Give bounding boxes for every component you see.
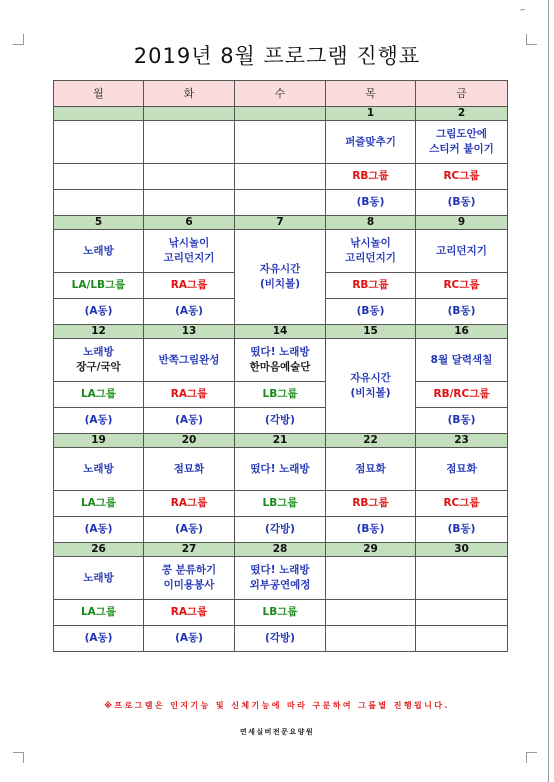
activity-text: 점묘화 bbox=[446, 462, 477, 475]
page-edge bbox=[548, 0, 549, 782]
activity-text: 반쪽그림완성 bbox=[158, 353, 220, 366]
group-cell bbox=[54, 600, 144, 626]
activity-cell bbox=[54, 339, 144, 382]
activity-text: 콩 분류하기 이미용봉사 bbox=[161, 564, 217, 591]
date-cell: 23 bbox=[416, 434, 508, 448]
activity-line: 한마음예술단 bbox=[249, 361, 311, 373]
building-cell bbox=[54, 517, 144, 543]
building-cell bbox=[144, 517, 235, 543]
building-text: (A동) bbox=[84, 523, 113, 535]
weekday-header: 화 bbox=[144, 81, 235, 107]
activity-line: 떴다! 노래방 bbox=[250, 346, 310, 358]
weekday-header: 월 bbox=[54, 81, 144, 107]
crop-mark bbox=[526, 752, 537, 763]
group-cell bbox=[235, 600, 326, 626]
window-mark: ⌐ bbox=[520, 6, 526, 14]
activity-cell bbox=[144, 557, 235, 600]
group-cell bbox=[326, 273, 416, 299]
date-cell: 5 bbox=[54, 216, 144, 230]
group-text: RA그룹 bbox=[170, 606, 208, 618]
group-cell bbox=[54, 164, 144, 190]
building-text: (B동) bbox=[356, 305, 385, 317]
building-cell bbox=[54, 190, 144, 216]
group-text: RA그룹 bbox=[170, 497, 208, 509]
date-cell: 26 bbox=[54, 543, 144, 557]
activity-text: 고리던지기 bbox=[436, 244, 487, 257]
activity-cell bbox=[326, 121, 416, 164]
activity-cell bbox=[235, 121, 326, 164]
date-cell: 29 bbox=[326, 543, 416, 557]
building-cell bbox=[416, 190, 508, 216]
activity-cell bbox=[235, 230, 326, 325]
group-cell bbox=[144, 382, 235, 408]
activity-cell bbox=[416, 121, 508, 164]
date-cell bbox=[54, 107, 144, 121]
activity-cell bbox=[144, 121, 235, 164]
date-cell: 15 bbox=[326, 325, 416, 339]
activity-row bbox=[54, 557, 508, 600]
group-text: LB그룹 bbox=[262, 388, 298, 400]
activity-row bbox=[54, 230, 508, 273]
date-cell: 7 bbox=[235, 216, 326, 230]
activity-text: 떴다! 노래방 외부공연예정 bbox=[249, 564, 311, 591]
organization-name: 연세실버전문요양원 bbox=[239, 728, 315, 736]
page-title: 2019년 8월 프로그램 진행표 bbox=[133, 44, 421, 68]
activity-text: 점묘화 bbox=[173, 462, 205, 475]
activity-text: 8월 달력색칠 bbox=[430, 353, 493, 366]
building-cell bbox=[416, 299, 508, 325]
activity-cell bbox=[235, 448, 326, 491]
group-text: RB그룹 bbox=[352, 170, 389, 182]
activity-cell bbox=[416, 448, 508, 491]
group-cell bbox=[144, 600, 235, 626]
building-cell bbox=[235, 408, 326, 434]
date-cell: 16 bbox=[416, 325, 508, 339]
group-text: RB그룹 bbox=[352, 497, 389, 509]
building-text: (A동) bbox=[84, 632, 113, 644]
date-cell: 20 bbox=[144, 434, 235, 448]
building-text: (A동) bbox=[84, 305, 113, 317]
activity-cell bbox=[144, 448, 235, 491]
building-cell bbox=[235, 517, 326, 543]
activity-text: 자유시간 (비치볼) bbox=[350, 372, 391, 399]
activity-cell bbox=[235, 557, 326, 600]
group-cell bbox=[416, 491, 508, 517]
activity-text: 낚시놀이 고리던지기 bbox=[345, 237, 396, 264]
activity-cell bbox=[54, 448, 144, 491]
group-cell bbox=[54, 382, 144, 408]
group-text: RC그룹 bbox=[443, 497, 480, 509]
footnote: ※프로그램은 인지기능 및 신체기능에 따라 구분하여 그룹별 진행됩니다. bbox=[104, 701, 450, 710]
building-text: (A동) bbox=[175, 305, 203, 317]
building-cell bbox=[54, 299, 144, 325]
building-text: (B동) bbox=[447, 414, 476, 426]
group-text: RC그룹 bbox=[443, 279, 480, 291]
activity-text: 그림도안에 스티커 붙이기 bbox=[429, 128, 494, 155]
building-cell bbox=[54, 626, 144, 652]
group-cell bbox=[416, 273, 508, 299]
date-cell: 28 bbox=[235, 543, 326, 557]
group-cell bbox=[235, 382, 326, 408]
schedule-table bbox=[53, 80, 508, 652]
group-text: LA/LB그룹 bbox=[71, 279, 126, 291]
building-text: (B동) bbox=[447, 523, 476, 535]
activity-cell bbox=[326, 448, 416, 491]
date-row bbox=[54, 543, 508, 557]
group-cell bbox=[144, 164, 235, 190]
activity-cell bbox=[54, 121, 144, 164]
date-cell: 9 bbox=[416, 216, 508, 230]
group-cell bbox=[54, 273, 144, 299]
schedule-body bbox=[54, 81, 508, 652]
activity-text: 노래방 bbox=[83, 244, 114, 257]
date-row bbox=[54, 107, 508, 121]
group-text: RA그룹 bbox=[170, 388, 208, 400]
date-cell: 1 bbox=[326, 107, 416, 121]
date-cell: 27 bbox=[144, 543, 235, 557]
group-row bbox=[54, 382, 508, 408]
date-row bbox=[54, 216, 508, 230]
building-text: (A동) bbox=[84, 414, 113, 426]
group-text: LA그룹 bbox=[80, 497, 117, 509]
building-cell bbox=[235, 190, 326, 216]
activity-text: 점묘화 bbox=[355, 462, 386, 475]
group-text: LA그룹 bbox=[80, 388, 117, 400]
activity-cell bbox=[54, 230, 144, 273]
crop-mark bbox=[13, 752, 24, 763]
building-text: (B동) bbox=[356, 523, 385, 535]
building-row bbox=[54, 517, 508, 543]
date-cell: 22 bbox=[326, 434, 416, 448]
building-cell bbox=[144, 299, 235, 325]
activity-text: 떴다! 노래방 bbox=[250, 462, 310, 475]
building-cell bbox=[416, 626, 508, 652]
building-text: (각방) bbox=[265, 414, 295, 426]
building-text: (A동) bbox=[175, 632, 203, 644]
group-cell bbox=[416, 164, 508, 190]
building-text: (B동) bbox=[356, 196, 385, 208]
weekday-header-row bbox=[54, 81, 508, 107]
date-cell: 19 bbox=[54, 434, 144, 448]
group-text: LA그룹 bbox=[80, 606, 117, 618]
activity-cell bbox=[416, 557, 508, 600]
group-cell bbox=[326, 491, 416, 517]
activity-text: 퍼즐맞추기 bbox=[345, 135, 396, 148]
activity-text: 자유시간 (비치볼) bbox=[259, 263, 301, 290]
date-cell: 30 bbox=[416, 543, 508, 557]
group-cell bbox=[235, 164, 326, 190]
group-cell bbox=[326, 600, 416, 626]
activity-cell bbox=[235, 339, 326, 382]
building-row bbox=[54, 190, 508, 216]
building-text: (각방) bbox=[265, 523, 295, 535]
activity-cell bbox=[416, 339, 508, 382]
date-cell: 12 bbox=[54, 325, 144, 339]
date-cell: 13 bbox=[144, 325, 235, 339]
building-text: (B동) bbox=[447, 305, 476, 317]
date-row bbox=[54, 325, 508, 339]
building-cell bbox=[144, 408, 235, 434]
group-text: LB그룹 bbox=[262, 497, 298, 509]
group-cell bbox=[144, 491, 235, 517]
building-cell bbox=[144, 626, 235, 652]
building-cell bbox=[326, 517, 416, 543]
building-cell bbox=[326, 626, 416, 652]
activity-cell bbox=[326, 230, 416, 273]
group-cell bbox=[235, 491, 326, 517]
building-cell bbox=[235, 626, 326, 652]
group-text: RB/RC그룹 bbox=[433, 388, 490, 400]
building-cell bbox=[326, 190, 416, 216]
date-cell: 6 bbox=[144, 216, 235, 230]
building-cell bbox=[416, 408, 508, 434]
activity-line: 장구/국악 bbox=[76, 361, 121, 373]
activity-text: 노래방 bbox=[83, 571, 114, 584]
activity-cell bbox=[326, 339, 416, 434]
activity-cell bbox=[144, 339, 235, 382]
group-cell bbox=[326, 164, 416, 190]
weekday-header: 목 bbox=[326, 81, 416, 107]
date-cell: 21 bbox=[235, 434, 326, 448]
group-row bbox=[54, 600, 508, 626]
building-cell bbox=[144, 190, 235, 216]
date-cell bbox=[235, 107, 326, 121]
date-cell: 2 bbox=[416, 107, 508, 121]
weekday-header: 수 bbox=[235, 81, 326, 107]
activity-text: 낚시놀이 고리던지기 bbox=[163, 237, 215, 264]
building-row bbox=[54, 408, 508, 434]
group-text: LB그룹 bbox=[262, 606, 298, 618]
activity-cell bbox=[144, 230, 235, 273]
activity-row bbox=[54, 121, 508, 164]
building-text: (B동) bbox=[447, 196, 476, 208]
building-text: (A동) bbox=[175, 414, 203, 426]
group-text: RC그룹 bbox=[443, 170, 480, 182]
activity-text bbox=[54, 345, 143, 375]
activity-text: 노래방 bbox=[83, 462, 114, 475]
date-row bbox=[54, 434, 508, 448]
group-cell bbox=[54, 491, 144, 517]
date-cell: 8 bbox=[326, 216, 416, 230]
building-text: (각방) bbox=[265, 632, 295, 644]
building-cell bbox=[416, 517, 508, 543]
building-text: (A동) bbox=[175, 523, 203, 535]
activity-line: 노래방 bbox=[83, 346, 114, 358]
building-cell bbox=[326, 299, 416, 325]
activity-cell bbox=[54, 557, 144, 600]
group-cell bbox=[416, 600, 508, 626]
activity-text bbox=[235, 345, 325, 375]
activity-cell bbox=[326, 557, 416, 600]
group-cell bbox=[416, 382, 508, 408]
group-text: RA그룹 bbox=[170, 279, 208, 291]
building-row bbox=[54, 626, 508, 652]
date-cell bbox=[144, 107, 235, 121]
date-cell: 14 bbox=[235, 325, 326, 339]
activity-cell bbox=[416, 230, 508, 273]
group-text: RB그룹 bbox=[352, 279, 389, 291]
building-cell bbox=[54, 408, 144, 434]
group-cell bbox=[144, 273, 235, 299]
group-row bbox=[54, 491, 508, 517]
activity-row bbox=[54, 339, 508, 382]
weekday-header: 금 bbox=[416, 81, 508, 107]
group-row bbox=[54, 164, 508, 190]
activity-row bbox=[54, 448, 508, 491]
